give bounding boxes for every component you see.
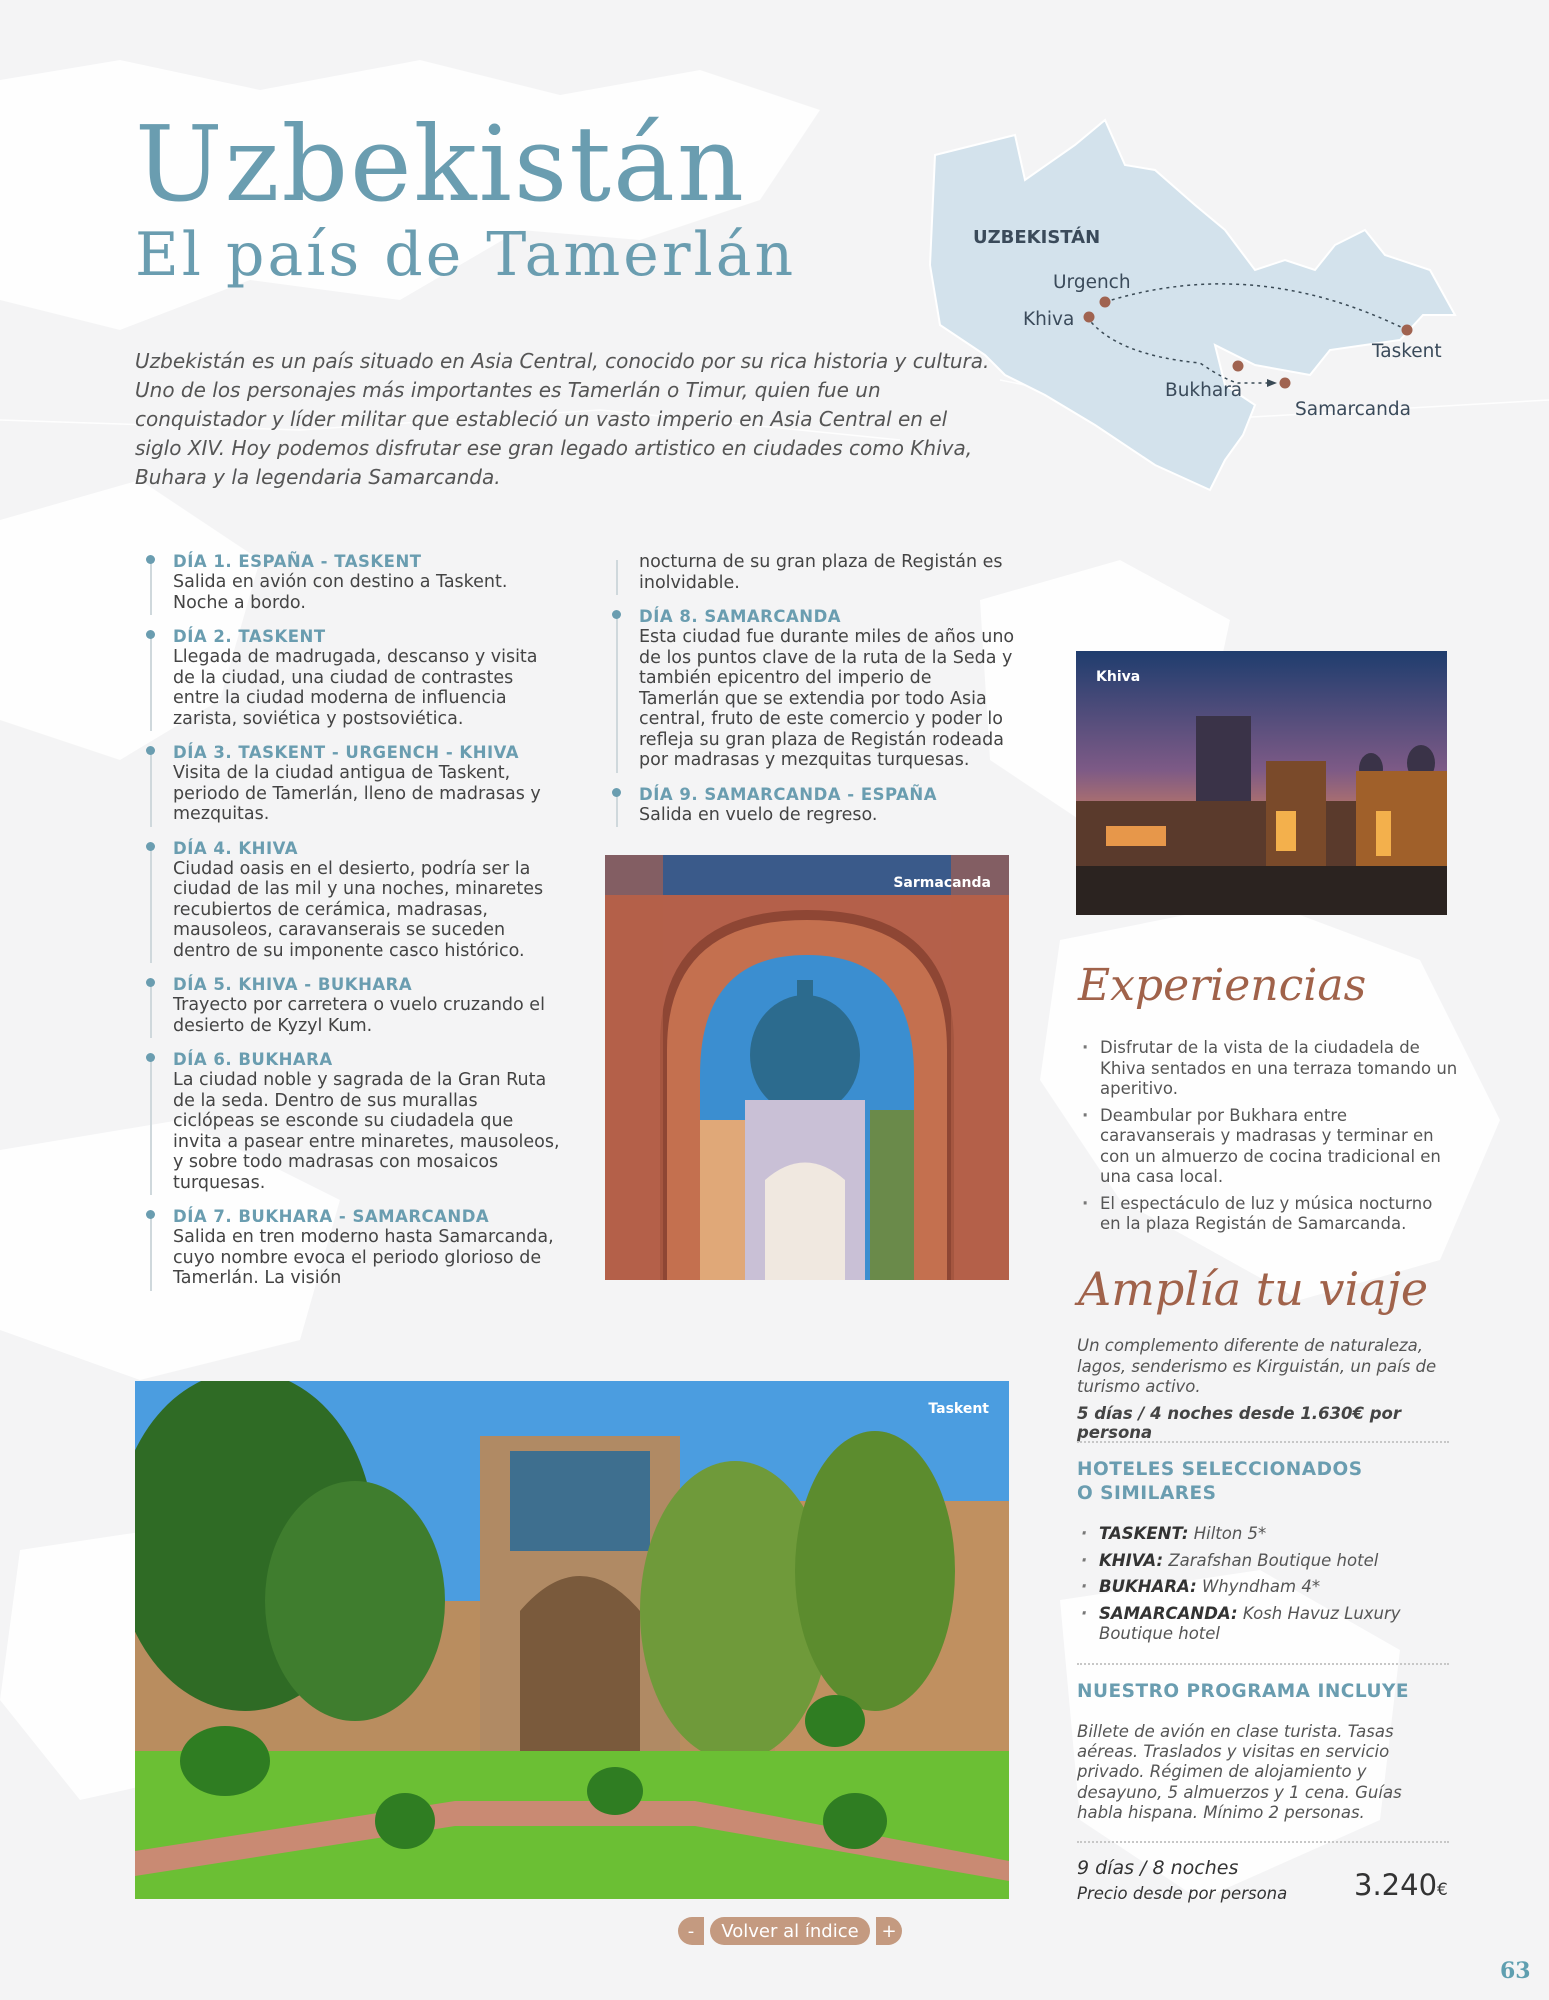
hoteles-heading: HOTELES SELECCIONADOS O SIMILARES: [1077, 1459, 1363, 1504]
experiencias-list: [1078, 1038, 1458, 1241]
day-heading: DÍA 2. TASKENT: [173, 627, 326, 646]
day-text: Llegada de madrugada, descanso y visita de la ciudad, una ciudad de contrastes entre la ciudad moderna de influencia zarista, soviética y postsoviética.: [173, 647, 538, 729]
itinerary-day: [140, 743, 560, 825]
itinerary-column-1: [140, 552, 560, 1303]
divider: [1077, 1441, 1449, 1443]
day-heading: DÍA 3. TASKENT - URGENCH - KHIVA: [173, 743, 520, 762]
hotel-city: KHIVA:: [1099, 1550, 1164, 1570]
price-duration: 9 días / 8 noches: [1077, 1857, 1239, 1879]
bullet-dot: [146, 1053, 155, 1062]
khiva-illustration: [1076, 651, 1447, 915]
photo-samarcanda: [605, 855, 1009, 1280]
taskent-illustration: [135, 1381, 1009, 1899]
list-item: · Deambular por Bukhara entre caravanserais y madrasas y terminar en con un almuerzo de cocina tradicional en una casa local.: [1078, 1106, 1458, 1188]
day-text: Salida en avión con destino a Taskent. Noche a bordo.: [173, 572, 508, 613]
hoteles-list: [1077, 1524, 1449, 1651]
back-to-index-button[interactable]: Volver al índice: [710, 1917, 870, 1945]
itinerary-continuation: [606, 552, 1016, 593]
list-item: · Disfrutar de la vista de la ciudadela de Khiva sentados en una terraza tomando un aperitivo.: [1078, 1038, 1458, 1100]
itinerary-day: [140, 839, 560, 962]
bullet-dot: [146, 842, 155, 851]
route-map: [925, 95, 1545, 500]
price-label: Precio desde por persona: [1077, 1884, 1288, 1903]
programa-text: Billete de avión en clase turista. Tasas aéreas. Traslados y visitas en servicio privado. Régimen de alojamiento y desayuno, 5 almuerzos y 1 cena. Guías habla hispana. Mínimo 2 personas.: [1077, 1722, 1402, 1822]
map-city-urgench: Urgench: [1053, 272, 1131, 293]
hotel-name: Kosh Havuz Luxury Boutique hotel: [1099, 1603, 1401, 1643]
hotel-name: Zarafshan Boutique hotel: [1168, 1550, 1379, 1570]
divider: [1077, 1841, 1449, 1843]
divider: [1077, 1663, 1449, 1665]
bullet-dot: [146, 978, 155, 987]
day-heading: DÍA 4. KHIVA: [173, 838, 298, 858]
day-heading: DÍA 7. BUKHARA - SAMARCANDA: [173, 1207, 490, 1226]
next-page-button[interactable]: +: [876, 1917, 902, 1945]
programa-heading: NUESTRO PROGRAMA INCLUYE: [1077, 1681, 1410, 1702]
photo-caption: Taskent: [928, 1401, 989, 1417]
itinerary-day: [606, 785, 1016, 826]
hotel-city: SAMARCANDA:: [1099, 1603, 1238, 1623]
day-heading: DÍA 6. BUKHARA: [173, 1050, 333, 1069]
hotel-name: Hilton 5*: [1193, 1524, 1267, 1543]
samarcanda-illustration: [605, 855, 1009, 1280]
day-text: Visita de la ciudad antigua de Taskent, periodo de Tamerlán, lleno de madrasas y mezquitas.: [173, 763, 541, 824]
amplia-title: Amplía tu viaje: [1078, 1262, 1429, 1316]
hotel-city: BUKHARA:: [1099, 1577, 1197, 1596]
hotel-city: TASKENT:: [1099, 1524, 1189, 1543]
photo-taskent: [135, 1381, 1009, 1899]
price-value: [1354, 1868, 1448, 1902]
itinerary-day: [140, 1050, 560, 1193]
itinerary-day: [140, 975, 560, 1036]
bullet-dot: [146, 746, 155, 755]
bullet-dot: [612, 610, 621, 619]
list-item: [1077, 1551, 1449, 1572]
page-subtitle: El país de Tamerlán: [135, 220, 797, 290]
map-city-bukhara: Bukhara: [1165, 380, 1243, 401]
hotel-name: Whyndham 4*: [1201, 1577, 1321, 1596]
photo-caption: Sarmacanda: [893, 875, 991, 891]
photo-khiva: [1076, 651, 1447, 915]
amplia-text: Un complemento diferente de naturaleza, lagos, senderismo es Kirguistán, un país de turismo activo.: [1077, 1336, 1437, 1396]
amplia-price: 5 días / 4 noches desde 1.630€ por persona: [1077, 1404, 1402, 1442]
day-text: Trayecto por carretera o vuelo cruzando el desierto de Kyzyl Kum.: [173, 995, 545, 1036]
intro-paragraph: Uzbekistán es un país situado en Asia Central, conocido por su rica historia y cultura. Uno de los personajes más importantes es Tamerlán o Timur, quien fue un conquistador y líder militar que estableció un vasto imperio en Asia Central en el siglo XIV. Hoy podemos disfrutar ese gran legado artistico en ciudades como Khiva, Buhara y la legendaria Samarcanda.: [135, 349, 990, 489]
itinerary-day: [140, 552, 560, 613]
day-heading: DÍA 5. KHIVA - BUKHARA: [173, 975, 413, 994]
list-item: [1077, 1524, 1449, 1545]
map-city-taskent: Taskent: [1372, 341, 1442, 362]
page-title: Uzbekistán: [135, 103, 746, 225]
uzbekistan-shape: [930, 120, 1455, 490]
itinerary-day: [140, 1207, 560, 1289]
day-heading: DÍA 8. SAMARCANDA: [639, 607, 842, 626]
itinerary-day: [140, 627, 560, 729]
map-country-label: UZBEKISTÁN: [973, 227, 1101, 248]
photo-caption: Khiva: [1096, 669, 1141, 685]
day-text: La ciudad noble y sagrada de la Gran Ruta de la seda. Dentro de sus murallas ciclópeas se esconde su ciudadela que invita a pasear entre minaretes, mausoleos, y sobre todo madrasas con mosaicos turquesas.: [173, 1070, 560, 1193]
experiencias-title: Experiencias: [1078, 960, 1367, 1011]
price-currency: €: [1437, 1880, 1448, 1900]
bullet-dot: [612, 788, 621, 797]
bullet-dot: [146, 1210, 155, 1219]
page-number: 63: [1500, 1958, 1531, 1984]
day-text: Esta ciudad fue durante miles de años uno de los puntos clave de la ruta de la Seda y también epicentro del imperio de Tamerlán que se extendia por todo Asia central, fruto de este comercio y poder lo refleja su gran plaza de Registán rodeada por madrasas y mezquitas turquesas.: [639, 627, 1015, 770]
list-item: · El espectáculo de luz y música nocturno en la plaza Registán de Samarcanda.: [1078, 1194, 1458, 1235]
day-heading: DÍA 9. SAMARCANDA - ESPAÑA: [639, 784, 937, 804]
itinerary-column-2: [606, 552, 1016, 839]
day-heading: DÍA 1. ESPAÑA - TASKENT: [173, 552, 422, 571]
list-item: [1077, 1577, 1449, 1598]
day-text: nocturna de su gran plaza de Registán es inolvidable.: [639, 552, 1003, 593]
map-city-samarcanda: Samarcanda: [1295, 399, 1411, 420]
day-text: Salida en vuelo de regreso.: [639, 804, 878, 825]
price-amount: 3.240: [1354, 1868, 1438, 1902]
prev-page-button[interactable]: -: [678, 1917, 704, 1945]
bullet-dot: [146, 630, 155, 639]
day-text: Salida en tren moderno hasta Samarcanda, cuyo nombre evoca el periodo glorioso de Tamerlán. La visión: [173, 1227, 554, 1288]
bullet-dot: [146, 555, 155, 564]
itinerary-day: [606, 607, 1016, 771]
list-item: [1077, 1604, 1449, 1645]
day-text: Ciudad oasis en el desierto, podría ser la ciudad de las mil y una noches, minaretes recubiertos de cerámica, madrasas, mausoleos, caravanserais se suceden dentro de su imponente casco histórico.: [173, 858, 544, 961]
map-city-khiva: Khiva: [1023, 309, 1075, 330]
